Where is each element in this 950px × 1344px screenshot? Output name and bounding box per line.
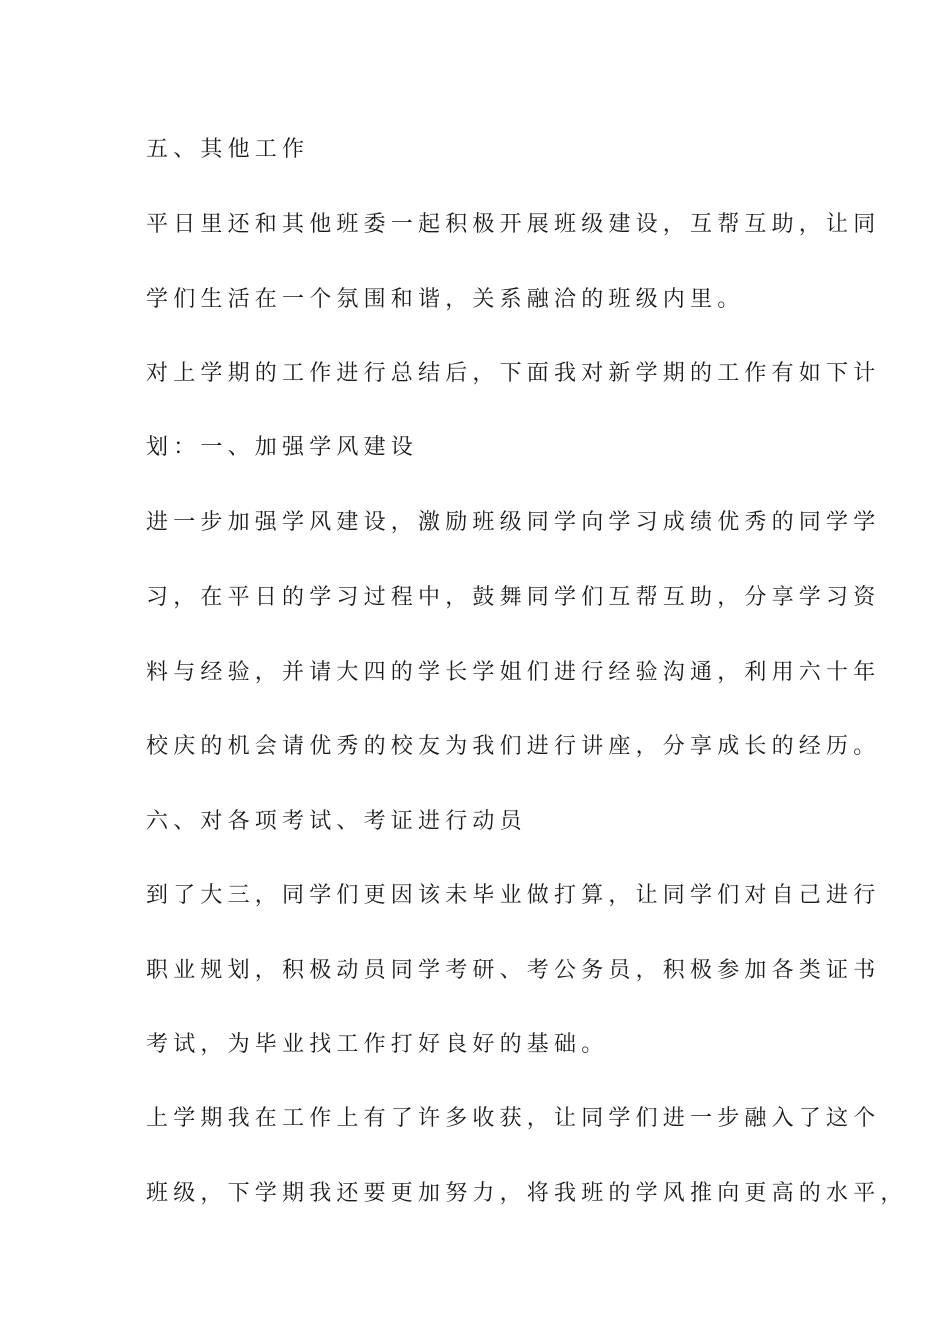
- paragraph-line: 习，在平日的学习过程中，鼓舞同学们互帮互助，分享学习资: [146, 585, 881, 610]
- paragraph-line: 职业规划，积极动员同学考研、考公务员，积极参加各类证书: [146, 958, 881, 983]
- paragraph-line: 班级，下学期我还要更加努力，将我班的学风推向更高的水平，: [146, 1181, 908, 1206]
- paragraph-line: 进一步加强学风建设，激励班级同学向学习成绩优秀的同学学: [146, 510, 881, 535]
- paragraph-line: 划：一、加强学风建设: [146, 435, 419, 460]
- paragraph-line: 平日里还和其他班委一起积极开展班级建设，互帮互助，让同: [146, 212, 881, 237]
- paragraph-line: 考试，为毕业找工作打好良好的基础。: [146, 1032, 609, 1057]
- paragraph-line: 到了大三，同学们更因该未毕业做打算，让同学们对自己进行: [146, 883, 881, 908]
- paragraph-line: 学们生活在一个氛围和谐，关系融洽的班级内里。: [146, 287, 745, 312]
- paragraph-line: 校庆的机会请优秀的校友为我们进行讲座，分享成长的经历。: [146, 734, 881, 759]
- section-heading-other-work: 五、其他工作: [146, 137, 310, 162]
- paragraph-line: 对上学期的工作进行总结后，下面我对新学期的工作有如下计: [146, 361, 881, 386]
- paragraph-line: 上学期我在工作上有了许多收获，让同学们进一步融入了这个: [146, 1106, 881, 1131]
- section-heading-exam-mobilization: 六、对各项考试、考证进行动员: [146, 809, 527, 834]
- paragraph-line: 料与经验，并请大四的学长学姐们进行经验沟通，利用六十年: [146, 660, 881, 685]
